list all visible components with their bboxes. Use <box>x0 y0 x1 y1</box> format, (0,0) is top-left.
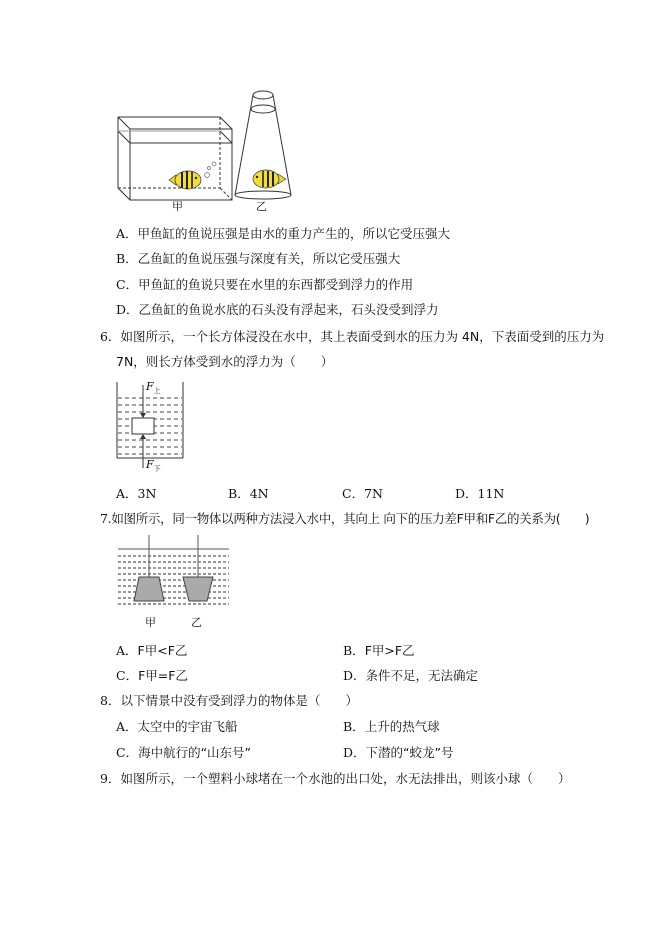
option-text: 海中航行的“山东号” <box>138 745 252 760</box>
q9-stem <box>100 771 570 787</box>
option-label: C． <box>116 745 139 760</box>
option-label: C． <box>116 668 139 683</box>
option-label: B． <box>228 486 250 501</box>
option-text: 3N <box>137 486 157 501</box>
question-number: 6． <box>100 329 121 344</box>
question-stem-line1: 如图所示，一个长方体浸没在水中，其上表面受到水的压力为 4N，下表面受到的压力为 <box>120 329 605 344</box>
bubbles-icon <box>205 162 216 177</box>
question-number: 9． <box>100 771 121 786</box>
q5-option-b[interactable] <box>116 251 400 267</box>
force-symbol: F <box>146 458 154 471</box>
force-subscript: 下 <box>153 465 161 474</box>
option-text: 7N <box>364 486 383 501</box>
q8-option-d[interactable] <box>343 745 453 761</box>
option-text: 甲鱼缸的鱼说压强是由水的重力产生的，所以它受压强大 <box>137 226 451 241</box>
question-stem: 以下情景中没有受到浮力的物体是（ ） <box>120 693 358 708</box>
option-label: A． <box>116 226 138 241</box>
q5-option-d[interactable] <box>116 302 439 318</box>
q5-option-c[interactable] <box>116 277 413 293</box>
q7-option-a[interactable] <box>116 643 187 659</box>
option-text: 下潜的“蛟龙”号 <box>365 745 454 760</box>
q8-stem <box>100 693 358 709</box>
frustum-yi <box>183 577 213 601</box>
force-label-bottom <box>146 459 161 475</box>
option-text: F甲=F乙 <box>138 668 188 683</box>
q6-option-b[interactable] <box>228 486 269 502</box>
q7-option-d[interactable] <box>343 668 478 684</box>
q8-option-b[interactable] <box>343 719 440 735</box>
fish-icon <box>253 170 286 188</box>
option-label: C． <box>342 486 365 501</box>
rectangular-tank <box>118 117 232 200</box>
figure-label-jia: 甲 <box>172 200 183 213</box>
fish-icon <box>169 171 201 189</box>
option-text: 乙鱼缸的鱼说压强与深度有关，所以它受压强大 <box>137 251 401 266</box>
option-label: C． <box>116 277 139 292</box>
q8-option-a[interactable] <box>116 719 238 735</box>
option-text: F甲<F乙 <box>137 643 188 658</box>
submerged-frustums-figure <box>117 535 232 610</box>
q7-stem <box>100 511 589 527</box>
force-symbol: F <box>146 380 154 393</box>
q8-option-c[interactable] <box>116 745 251 761</box>
q7-option-b[interactable] <box>343 643 415 659</box>
fish-tank-figure <box>110 85 310 215</box>
q6-stem-continued <box>116 354 333 370</box>
option-label: D． <box>455 486 478 501</box>
option-label: A． <box>116 486 138 501</box>
figure-label-yi: 乙 <box>256 200 267 213</box>
force-label-top <box>146 381 161 397</box>
option-text: F甲>F乙 <box>364 643 415 658</box>
force-subscript: 上 <box>153 387 161 396</box>
option-text: 太空中的宇宙飞船 <box>137 719 238 734</box>
option-text: 条件不足，无法确定 <box>365 668 479 683</box>
q5-option-a[interactable] <box>116 226 450 242</box>
question-stem: 如图所示，同一物体以两种方法浸入水中，其向上 向下的压力差F甲和F乙的关系为( ) <box>111 511 590 526</box>
question-number: 8． <box>100 693 121 708</box>
option-text: 4N <box>249 486 269 501</box>
option-text: 上升的热气球 <box>364 719 440 734</box>
option-label: A． <box>116 643 138 658</box>
q6-option-d[interactable] <box>455 486 504 502</box>
option-label: B． <box>343 719 365 734</box>
option-text: 甲鱼缸的鱼说只要在水里的东西都受到浮力的作用 <box>138 277 414 292</box>
question-stem-line2: 7N，则长方体受到水的浮力为（ ） <box>116 354 334 369</box>
option-label: B． <box>116 251 138 266</box>
q6-stem <box>100 329 604 345</box>
option-label: D． <box>116 302 139 317</box>
option-text: 11N <box>477 486 505 501</box>
figure-label-jia: 甲 <box>145 616 156 629</box>
q6-option-a[interactable] <box>116 486 156 502</box>
block <box>132 418 154 434</box>
option-text: 乙鱼缸的鱼说水底的石头没有浮起来，石头没受到浮力 <box>138 302 439 317</box>
option-label: B． <box>343 643 365 658</box>
figure-label-yi: 乙 <box>191 616 202 629</box>
frustum-jia <box>134 577 164 601</box>
option-label: D． <box>343 668 366 683</box>
q6-option-c[interactable] <box>342 486 383 502</box>
option-label: A． <box>116 719 138 734</box>
question-number: 7. <box>100 511 112 526</box>
option-label: D． <box>343 745 366 760</box>
q7-option-c[interactable] <box>116 668 188 684</box>
question-stem: 如图所示，一个塑料小球堵在一个水池的出口处，水无法排出，则该小球（ ） <box>120 771 571 786</box>
